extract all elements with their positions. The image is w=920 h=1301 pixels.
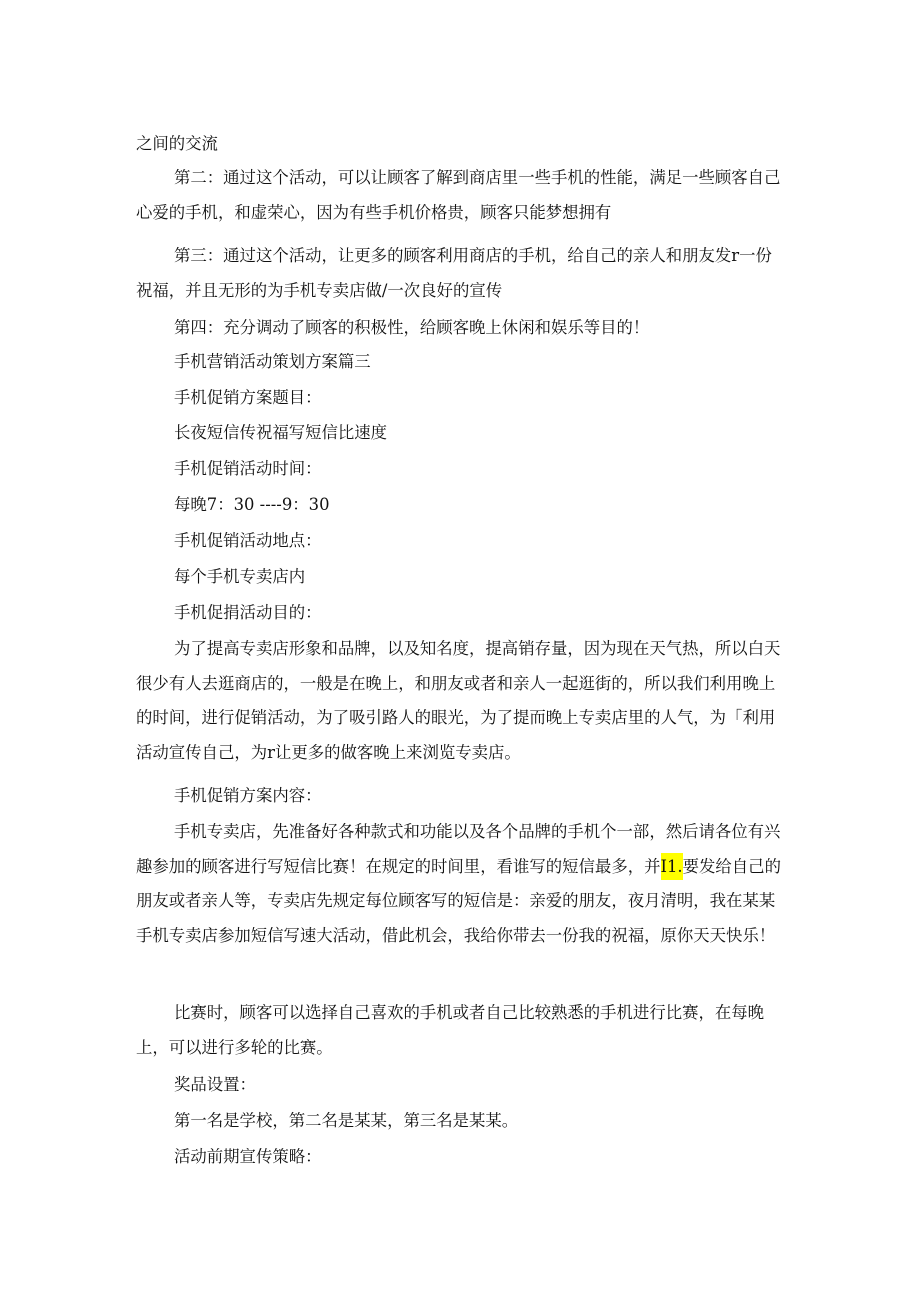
paragraph-purpose: 为了提高专卖店形象和品牌，以及知名度，提高销存量，因为现在天气热，所以白天很少有人去逛商店的，一般是在晚上，和朋友或者和亲人一起逛街的，所以我们利用晚上的时间，进行促销活动，为了吸引路人的眼光，为了提而晚上专卖店里的人气，为「利用活动宣传自己，为r让更多的做客晚上来浏览专卖店。: [136, 639, 781, 762]
section-heading: 手机营销活动策划方案篇三: [174, 352, 371, 371]
contest-text-after: 要发给自己的朋友或者亲人等，专卖店先规定每位顾客写的短信是：亲爱的朋友，夜月清明，我在某某手机专卖店参加短信写速大活动，借此机会，我给你带去一份我的祝福，原你天天快乐！: [136, 856, 781, 945]
label-activity-purpose: 手机促捐活动目的：: [174, 603, 322, 622]
paragraph-contest-format: 比赛时，顾客可以选择自己喜欢的手机或者自己比较熟悉的手机进行比赛，在每晚上，可以进行多轮的比赛。: [136, 1003, 765, 1057]
value-activity-location: 每个手机专卖店内: [174, 567, 306, 586]
highlighted-text: I1.: [661, 853, 683, 880]
label-activity-time: 手机促销活动时间：: [174, 459, 322, 478]
paragraph-continuation: 之间的交流: [136, 134, 218, 153]
label-plan-content: 手机促销方案内容：: [174, 786, 322, 805]
label-activity-location: 手机促销活动地点：: [174, 531, 322, 550]
label-plan-title: 手机促销方案题目：: [174, 388, 322, 407]
value-plan-title: 长夜短信传祝福写短信比速度: [174, 423, 388, 442]
label-prizes: 奖品设置：: [174, 1075, 256, 1094]
paragraph-point-three: 第三：通过这个活动，让更多的顾客利用商店的手机，给自己的亲人和朋友发r一份祝福，并且无形的为手机专卖店做/一次良好的宣传: [136, 246, 772, 300]
paragraph-contest-rules: [136, 815, 784, 953]
paragraph-point-two: 第二：通过这个活动，可以让顾客了解到商店里一些手机的性能，满足一些顾客自己心爱的手机，和虚荣心，因为有些手机价格贵，顾客只能梦想拥有: [136, 168, 781, 222]
label-promotion-strategy: 活动前期宣传策略：: [174, 1147, 322, 1166]
value-activity-time: 每晚7：30 ----9：30: [174, 495, 330, 514]
contest-text-before: 手机专卖店，先准备好各种款式和功能以及各个品牌的手机个一部，然后请各位有兴趣参加的顾客进行写短信比赛！在规定的时间里，看谁写的短信最多，并: [136, 822, 781, 876]
value-prizes: 第一名是学校，第二名是某某，第三名是某某。: [174, 1111, 519, 1130]
paragraph-point-four: 第四：充分调动了顾客的积极性，给顾客晚上休闲和娱乐等目的！: [174, 318, 650, 337]
